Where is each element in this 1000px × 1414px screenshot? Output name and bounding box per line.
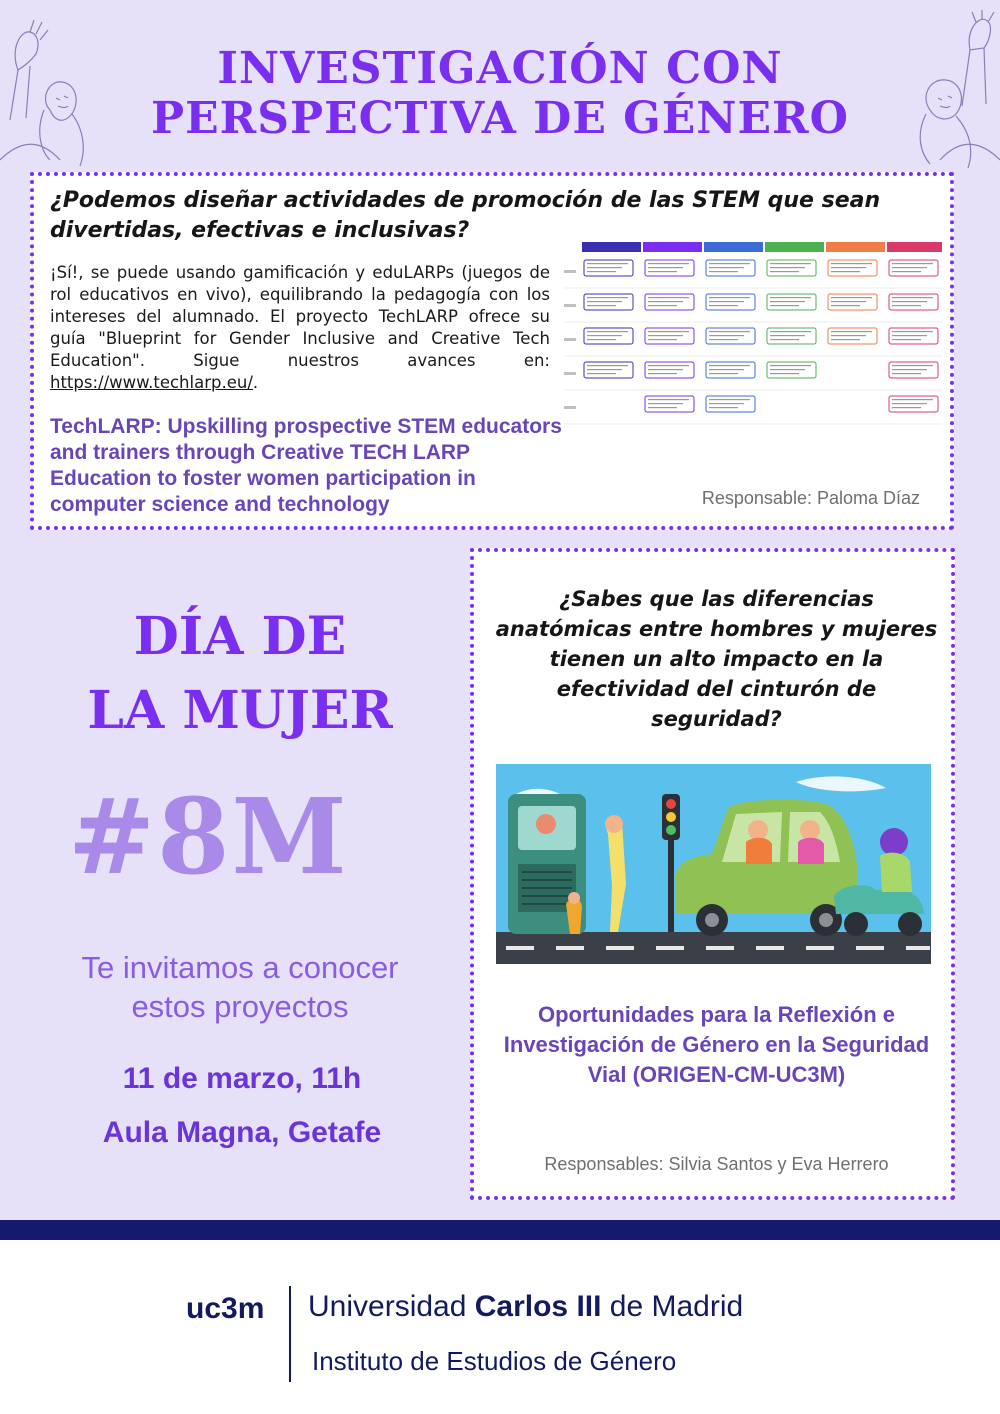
blueprint-header-cell	[765, 242, 824, 252]
blueprint-cell-text-line	[831, 271, 860, 272]
origen-responsible: Responsables: Silvia Santos y Eva Herrero	[544, 1154, 889, 1174]
techlarp-project-card	[30, 172, 954, 530]
blueprint-cell-text-line	[709, 365, 750, 366]
techlarp-question: ¿Podemos diseñar actividades de promoción de las STEM que sean divertidas, efectivas e inclusivas?	[50, 188, 881, 243]
blueprint-row-label	[564, 406, 576, 409]
blueprint-cell-text-line	[892, 365, 933, 366]
blueprint-cell-text-line	[648, 331, 689, 332]
blueprint-cell-text-line	[709, 373, 738, 374]
uc3m-logo: uc3m	[186, 1292, 265, 1325]
event-hashtag: #8M	[68, 775, 349, 898]
event-location: Aula Magna, Getafe	[102, 1116, 382, 1149]
blueprint-cell-text-line	[892, 305, 921, 306]
blueprint-cell-text-line	[648, 263, 689, 264]
blueprint-cell-text-line	[709, 403, 744, 404]
blueprint-cell-text-line	[892, 373, 921, 374]
blueprint-cell-text-line	[831, 331, 872, 332]
blueprint-cell-text-line	[648, 369, 683, 370]
blueprint-cell-text-line	[831, 297, 872, 298]
blueprint-cell-text-line	[770, 267, 805, 268]
blueprint-header-cell	[582, 242, 641, 252]
blueprint-cell-text-line	[770, 373, 799, 374]
blueprint-cell-text-line	[770, 305, 799, 306]
blueprint-cell-text-line	[892, 263, 933, 264]
techlarp-responsible: Responsable: Paloma Díaz	[701, 488, 920, 508]
blueprint-cell-text-line	[770, 263, 811, 264]
blueprint-cell-text-line	[587, 369, 622, 370]
origen-project-title: Oportunidades para la Reflexión e Investigación de Género en la Seguridad Vial (ORIGEN-CM-UC3M)	[503, 1002, 930, 1087]
blueprint-cell-text-line	[648, 305, 677, 306]
blueprint-header-cell	[643, 242, 702, 252]
blueprint-cell-text-line	[648, 267, 683, 268]
event-invitation-line1: Te invitamos a conocer	[81, 950, 399, 985]
blueprint-cell-text-line	[587, 331, 628, 332]
blueprint-cell-text-line	[831, 267, 866, 268]
blueprint-cell-text-line	[892, 297, 933, 298]
blueprint-cell-text-line	[892, 399, 933, 400]
footer	[0, 1240, 1000, 1414]
blueprint-cell-text-line	[831, 339, 860, 340]
blueprint-cell-text-line	[770, 369, 805, 370]
footer-divider-bar	[0, 1220, 1000, 1240]
blueprint-cell-text-line	[892, 407, 921, 408]
blueprint-cell-text-line	[648, 403, 683, 404]
blueprint-row-label	[564, 270, 576, 273]
blueprint-cell-text-line	[709, 369, 744, 370]
blueprint-cell-text-line	[648, 301, 683, 302]
road-safety-illustration	[496, 764, 931, 964]
blueprint-cell-text-line	[709, 271, 738, 272]
blueprint-cell-text-line	[892, 301, 927, 302]
techlarp-website-link[interactable]: https://www.techlarp.eu/	[50, 373, 253, 392]
techlarp-description-text: ¡Sí!, se puede usando gamificación y eduLARPs (juegos de rol educativos en vivo), equilibrando la pedagogía con los intereses del alumnado. El proyecto TechLARP ofrece su guía "Blueprint for Gender Inclusive and Creative Tech Education". Sigue nuestros avances en:	[50, 263, 550, 370]
page-title	[0, 44, 1000, 144]
blueprint-cell-text-line	[709, 339, 738, 340]
blueprint-cell-text-line	[892, 267, 927, 268]
blueprint-cell-text-line	[709, 335, 744, 336]
blueprint-header-cell	[887, 242, 942, 252]
blueprint-row-label	[564, 338, 576, 341]
event-invitation-line2: estos proyectos	[131, 989, 349, 1024]
blueprint-cell-text-line	[709, 267, 744, 268]
blueprint-cell-text-line	[587, 271, 616, 272]
blueprint-cell-text-line	[648, 297, 689, 298]
blueprint-cell-text-line	[770, 335, 805, 336]
blueprint-cell-text-line	[587, 365, 628, 366]
blueprint-cell-text-line	[648, 339, 677, 340]
blueprint-cell-text-line	[709, 263, 750, 264]
blueprint-cell-text-line	[648, 271, 677, 272]
blueprint-table-image	[564, 242, 942, 436]
university-name-bold: Carlos III	[474, 1290, 602, 1323]
university-name-prefix: Universidad	[308, 1290, 475, 1323]
blueprint-cell-text-line	[892, 271, 921, 272]
blueprint-cell-text-line	[587, 297, 628, 298]
page-title-line1: INVESTIGACIÓN CON	[217, 43, 783, 94]
blueprint-cell-text-line	[587, 373, 616, 374]
page-title-line2: PERSPECTIVA DE GÉNERO	[151, 93, 849, 144]
blueprint-cell-text-line	[892, 335, 927, 336]
event-date: 11 de marzo, 11h	[122, 1062, 362, 1095]
blueprint-cell-text-line	[770, 297, 811, 298]
blueprint-cell-text-line	[587, 339, 616, 340]
event-title-line1: DÍA DE	[133, 606, 347, 667]
event-title-line2: LA MUJER	[87, 680, 393, 741]
blueprint-cell-text-line	[831, 335, 866, 336]
blueprint-cell-text-line	[709, 407, 738, 408]
blueprint-cell-text-line	[709, 301, 744, 302]
event-invitation	[0, 948, 480, 1026]
university-name	[308, 1290, 743, 1324]
origen-question: ¿Sabes que las diferencias anatómicas entre hombres y mujeres tienen un alto impacto en la efectividad del cinturón de seguridad?	[495, 587, 938, 731]
techlarp-description	[50, 262, 550, 394]
blueprint-cell-text-line	[770, 271, 799, 272]
origen-project-card	[470, 548, 955, 1200]
event-title	[0, 600, 480, 748]
blueprint-cell-text-line	[709, 305, 738, 306]
blueprint-cell-text-line	[587, 335, 622, 336]
blueprint-cell-text-line	[892, 403, 927, 404]
blueprint-cell-text-line	[648, 373, 677, 374]
institute-name: Instituto de Estudios de Género	[312, 1346, 677, 1376]
blueprint-cell-text-line	[587, 305, 616, 306]
blueprint-cell-text-line	[587, 267, 622, 268]
blueprint-header-cell	[704, 242, 763, 252]
blueprint-cell-text-line	[770, 331, 811, 332]
blueprint-row-label	[564, 304, 576, 307]
blueprint-cell-text-line	[831, 301, 866, 302]
techlarp-description-end: .	[252, 373, 259, 392]
blueprint-header-cell	[826, 242, 885, 252]
blueprint-cell-text-line	[648, 365, 689, 366]
blueprint-cell-text-line	[892, 369, 927, 370]
blueprint-row-label	[564, 372, 576, 375]
blueprint-cell-text-line	[587, 263, 628, 264]
blueprint-cell-text-line	[892, 331, 933, 332]
blueprint-cell-text-line	[770, 301, 805, 302]
blueprint-cell-text-line	[648, 407, 677, 408]
blueprint-cell-text-line	[587, 301, 622, 302]
blueprint-cell-text-line	[831, 263, 872, 264]
techlarp-project-title: TechLARP: Upskilling prospective STEM educators and trainers through Creative TECH LARP Education to foster women participation in computer science and technology	[50, 415, 562, 516]
logo-separator	[289, 1286, 291, 1382]
university-name-suffix: de Madrid	[601, 1290, 744, 1323]
blueprint-cell-text-line	[648, 335, 683, 336]
blueprint-cell-text-line	[831, 305, 860, 306]
blueprint-cell-text-line	[770, 339, 799, 340]
blueprint-cell-text-line	[709, 331, 750, 332]
blueprint-cell-text-line	[770, 365, 811, 366]
blueprint-cell-text-line	[709, 297, 750, 298]
blueprint-cell-text-line	[892, 339, 921, 340]
blueprint-cell-text-line	[709, 399, 750, 400]
blueprint-cell-text-line	[648, 399, 689, 400]
